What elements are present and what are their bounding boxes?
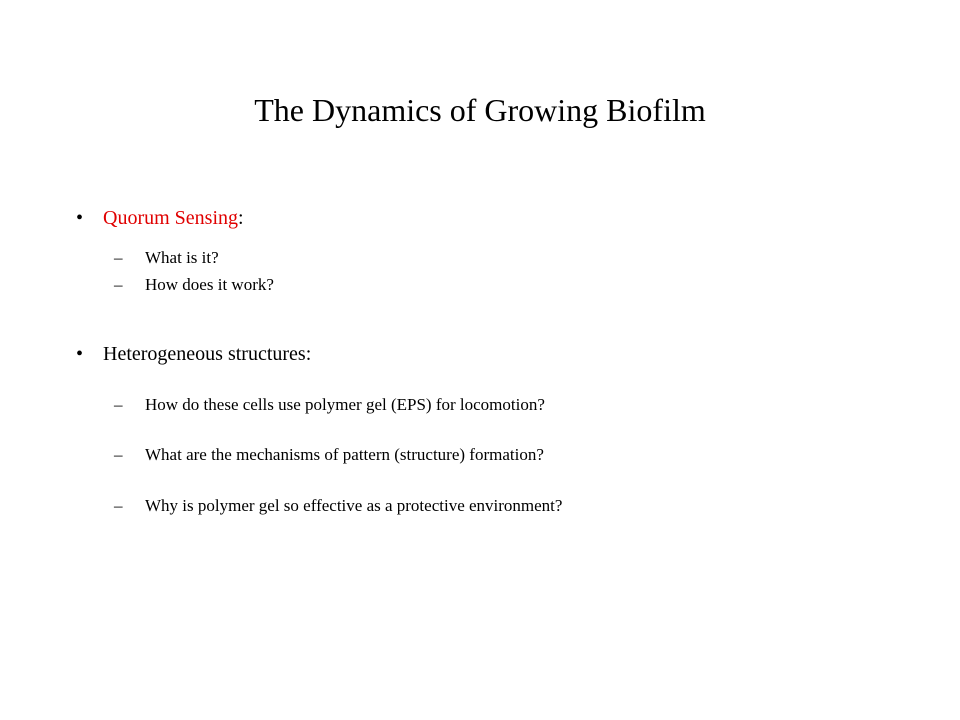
- sub-item-how-does-it-work: [114, 273, 274, 297]
- bullet-heading-suffix: :: [238, 207, 244, 229]
- sub-item-text: How does it work?: [145, 275, 274, 294]
- bullet-icon: •: [76, 343, 84, 365]
- bullet-heading-heterogeneous-structures: Heterogeneous structures:: [103, 343, 312, 365]
- dash-icon: –: [114, 395, 123, 414]
- sub-item-text: How do these cells use polymer gel (EPS) for locomotion?: [145, 395, 545, 414]
- slide-title: The Dynamics of Growing Biofilm: [254, 92, 706, 128]
- sub-item-what-is-it: [114, 246, 219, 270]
- bullet-heterogeneous-structures: [76, 340, 311, 368]
- bullet-icon: •: [76, 207, 84, 229]
- sub-item-protective-environment: [114, 494, 562, 518]
- sub-item-text: What are the mechanisms of pattern (structure) formation?: [145, 445, 544, 464]
- bullet-heading-quorum-sensing: Quorum Sensing: [103, 207, 238, 229]
- sub-item-text: Why is polymer gel so effective as a protective environment?: [145, 496, 563, 515]
- dash-icon: –: [114, 445, 123, 464]
- dash-icon: –: [114, 275, 123, 294]
- sub-item-pattern-formation: [114, 443, 544, 467]
- sub-item-text: What is it?: [145, 248, 219, 267]
- dash-icon: –: [114, 496, 123, 515]
- dash-icon: –: [114, 248, 123, 267]
- sub-item-eps-locomotion: [114, 393, 545, 417]
- bullet-quorum-sensing: [76, 204, 244, 232]
